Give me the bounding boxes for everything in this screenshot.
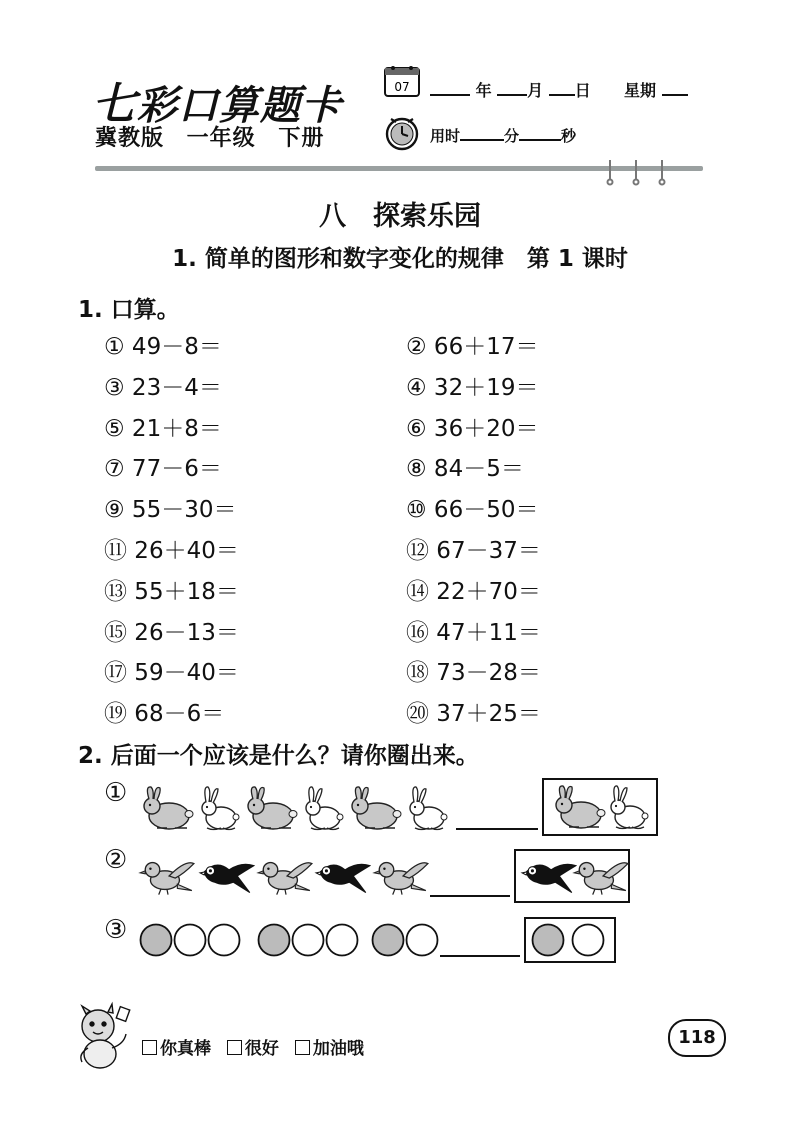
unit-title: 八 探索乐园 (319, 201, 481, 232)
divider-decoration (600, 158, 670, 186)
circle-white (407, 925, 438, 956)
day-label: 日 (574, 81, 591, 100)
rabbit-gray-icon (550, 783, 608, 831)
calc-item: ⑦ 77－6＝ (104, 456, 222, 482)
calc-item: ② 66＋17＝ (406, 334, 539, 360)
calc-item: ⑰ 59－40＝ (104, 660, 239, 686)
calc-item: ⑨ 55－30＝ (104, 497, 237, 523)
calc-item: ⑪ 26＋40＝ (104, 538, 239, 564)
row-1-blank[interactable] (456, 828, 538, 830)
calc-item: ④ 32＋19＝ (406, 375, 539, 401)
circle-gray (259, 925, 290, 956)
time-label: 用时 (430, 127, 461, 145)
day-blank[interactable] (549, 80, 575, 96)
checkbox-icon (227, 1040, 242, 1055)
feedback-good[interactable]: 很好 (227, 1039, 279, 1059)
row-2-blank[interactable] (430, 895, 510, 897)
rabbit-white-icon (403, 784, 451, 832)
calc-item: ⑥ 36＋20＝ (406, 416, 539, 442)
lesson-title: 1. 简单的图形和数字变化的规律 第 1 课时 (172, 246, 628, 272)
circle-white (209, 925, 240, 956)
bird-gray-icon (572, 855, 630, 897)
minute-blank[interactable] (460, 125, 504, 141)
calc-item: ⑳ 37＋25＝ (406, 701, 541, 727)
brand-seven: 七 (92, 79, 137, 130)
bird-black-icon (520, 855, 578, 897)
year-label: 年 (475, 81, 492, 100)
rabbit-white-icon (195, 784, 243, 832)
calc-item: ⑧ 84－5＝ (406, 456, 524, 482)
circle-sequence (138, 922, 528, 958)
year-blank[interactable] (430, 80, 470, 96)
minute-label: 分 (504, 127, 520, 145)
brand-rest: 彩口算题卡 (137, 83, 342, 129)
row-3-mark: ③ (104, 915, 128, 945)
bird-gray-icon (256, 855, 314, 897)
calc-item: ⑬ 55＋18＝ (104, 579, 239, 605)
calc-item: ⑫ 67－37＝ (406, 538, 541, 564)
calendar-day: 07 (394, 80, 410, 94)
clock-icon (383, 113, 421, 151)
circle-white (293, 925, 324, 956)
calendar-icon (383, 64, 421, 98)
month-label: 月 (527, 81, 544, 100)
mascot-icon (70, 1000, 136, 1072)
calc-item: ① 49－8＝ (104, 334, 222, 360)
bird-black-icon (314, 855, 372, 897)
calc-item: ③ 23－4＝ (104, 375, 222, 401)
rabbit-white-icon (604, 783, 652, 831)
feedback-options (142, 1034, 364, 1059)
calc-item: ⑩ 66－50＝ (406, 497, 539, 523)
time-fields (430, 125, 576, 146)
checkbox-icon (142, 1040, 157, 1055)
calc-item: ⑱ 73－28＝ (406, 660, 541, 686)
bird-black-icon (198, 855, 256, 897)
calc-item: ⑭ 22＋70＝ (406, 579, 541, 605)
feedback-keep-trying[interactable]: 加油哦 (295, 1039, 364, 1059)
answer-circles (526, 919, 614, 961)
feedback-great[interactable]: 你真棒 (142, 1039, 211, 1059)
week-label: 星期 (623, 81, 656, 100)
edition-label: 冀教版 一年级 下册 (95, 126, 325, 151)
row-1-mark: ① (104, 778, 128, 808)
calc-item: ⑯ 47＋11＝ (406, 620, 541, 646)
calc-item: ⑮ 26－13＝ (104, 620, 239, 646)
month-blank[interactable] (497, 80, 527, 96)
row-3-answer-box[interactable] (524, 917, 616, 963)
calc-item: ⑲ 68－6＝ (104, 701, 225, 727)
circle-gray (373, 925, 404, 956)
circle-gray (141, 925, 172, 956)
second-blank[interactable] (519, 125, 561, 141)
rabbit-gray-icon (346, 784, 404, 832)
rabbit-gray-icon (138, 784, 196, 832)
calc-item: ⑤ 21＋8＝ (104, 416, 222, 442)
row-2-mark: ② (104, 845, 128, 875)
rabbit-gray-icon (242, 784, 300, 832)
row-3-blank[interactable] (440, 955, 520, 957)
checkbox-icon (295, 1040, 310, 1055)
bird-gray-icon (138, 855, 196, 897)
week-blank[interactable] (662, 80, 688, 96)
circle-white (175, 925, 206, 956)
date-fields (430, 78, 688, 101)
question-2-heading: 2. 后面一个应该是什么？请你圈出来。 (78, 743, 479, 769)
second-label: 秒 (561, 127, 577, 145)
question-1-heading: 1. 口算。 (78, 297, 180, 323)
row-1-answer-box[interactable] (542, 778, 658, 836)
page-number: 118 (668, 1019, 726, 1057)
row-2-answer-box[interactable] (514, 849, 630, 903)
circle-white (327, 925, 358, 956)
rabbit-white-icon (299, 784, 347, 832)
bird-gray-icon (372, 855, 430, 897)
